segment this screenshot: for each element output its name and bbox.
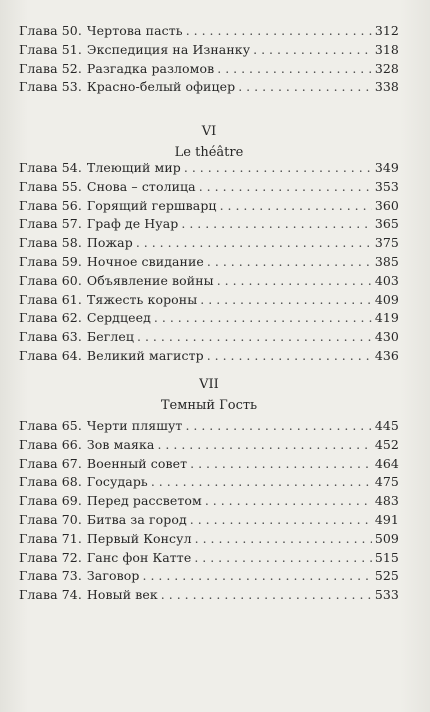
- page-number: 491: [374, 511, 399, 527]
- chapter-label: Глава 73.: [19, 568, 82, 584]
- chapter-label: Глава 64.: [19, 347, 82, 363]
- toc-entry: [19, 348, 399, 367]
- chapter-label: Глава 59.: [19, 253, 82, 269]
- page-number: 509: [374, 530, 399, 546]
- section-heading-vi: [19, 124, 399, 160]
- toc-entry: [19, 512, 399, 531]
- page-number: 338: [374, 79, 399, 95]
- dot-leader: [194, 550, 372, 565]
- dot-leader: [190, 456, 372, 471]
- chapter-title: Красно-белый офицер: [86, 79, 236, 95]
- chapter-label: Глава 74.: [19, 587, 82, 603]
- page-number: 353: [374, 178, 399, 194]
- chapter-label: Глава 56.: [19, 197, 82, 213]
- dot-leader: [207, 254, 372, 269]
- chapter-title: Новый век: [86, 587, 158, 603]
- chapter-label: Глава 55.: [19, 178, 82, 194]
- chapter-title: Великий магистр: [86, 347, 204, 363]
- dot-leader: [184, 160, 372, 175]
- chapter-title: Тлеющий мир: [86, 160, 181, 175]
- chapter-title: Ночное свидание: [86, 253, 204, 269]
- toc-entry: [19, 273, 399, 292]
- dot-leader: [151, 474, 372, 489]
- page-number: 452: [374, 436, 399, 452]
- chapter-label: Глава 52.: [19, 60, 82, 76]
- dot-leader: [217, 273, 372, 288]
- dot-leader: [136, 235, 372, 250]
- chapter-title: Экспедиция на Изнанку: [86, 41, 251, 57]
- page-number: 318: [374, 41, 399, 57]
- chapter-title: Сердцеед: [86, 310, 151, 326]
- toc-entry: [19, 550, 399, 569]
- toc-entry: [19, 568, 399, 587]
- chapter-label: Глава 72.: [19, 549, 82, 565]
- chapter-label: Глава 68.: [19, 474, 82, 490]
- toc-entry: [19, 329, 399, 348]
- chapter-label: Глава 60.: [19, 272, 82, 288]
- toc-entry: [19, 198, 399, 217]
- toc-group-1: [19, 23, 399, 98]
- page-number: 419: [374, 310, 399, 326]
- chapter-label: Глава 50.: [19, 23, 82, 38]
- chapter-label: Глава 61.: [19, 291, 82, 307]
- dot-leader: [137, 329, 372, 344]
- chapter-title: Черти пляшут: [86, 418, 183, 433]
- toc-entry: [19, 587, 399, 606]
- dot-leader: [238, 79, 372, 94]
- page-number: 328: [374, 60, 399, 76]
- toc-entry: [19, 456, 399, 475]
- dot-leader: [253, 42, 372, 57]
- toc-entry: [19, 292, 399, 311]
- chapter-label: Глава 58.: [19, 235, 82, 251]
- toc-entry: [19, 42, 399, 61]
- dot-leader: [217, 61, 372, 76]
- chapter-label: Глава 65.: [19, 418, 82, 433]
- section-roman-numeral: VI: [201, 124, 217, 139]
- toc-entry: [19, 235, 399, 254]
- dot-leader: [207, 348, 372, 363]
- dot-leader: [154, 310, 372, 325]
- toc-entry: [19, 23, 399, 42]
- chapter-title: Военный совет: [86, 455, 188, 471]
- page-number: 360: [374, 197, 399, 213]
- chapter-label: Глава 53.: [19, 79, 82, 95]
- chapter-label: Глава 54.: [19, 160, 82, 175]
- page-number: 515: [374, 549, 399, 565]
- page-number: 385: [374, 253, 399, 269]
- toc-entry: [19, 216, 399, 235]
- dot-leader: [161, 587, 372, 602]
- dot-leader: [157, 437, 371, 452]
- page-number: 436: [374, 347, 399, 363]
- dot-leader: [186, 23, 372, 38]
- toc-entry: [19, 179, 399, 198]
- chapter-title: Первый Консул: [86, 530, 192, 546]
- chapter-label: Глава 71.: [19, 530, 82, 546]
- page-number: 349: [374, 160, 399, 175]
- chapter-label: Глава 66.: [19, 436, 82, 452]
- chapter-title: Разгадка разломов: [86, 60, 215, 76]
- chapter-title: Беглец: [86, 329, 135, 345]
- toc-entry: [19, 310, 399, 329]
- section-title: Le théâtre: [174, 145, 244, 160]
- dot-leader: [181, 216, 371, 231]
- chapter-title: Граф де Нуар: [86, 216, 179, 232]
- page-number: 365: [374, 216, 399, 232]
- toc-group-vii: [19, 418, 399, 606]
- chapter-title: Ганс фон Катте: [86, 549, 192, 565]
- chapter-label: Глава 70.: [19, 511, 82, 527]
- chapter-title: Зов маяка: [86, 436, 155, 452]
- chapter-title: Перед рассветом: [86, 493, 202, 509]
- chapter-title: Государь: [86, 474, 148, 490]
- dot-leader: [143, 568, 372, 583]
- chapter-title: Горящий гершварц: [86, 197, 217, 213]
- page-number: 312: [374, 23, 399, 38]
- chapter-title: Снова – столица: [86, 178, 196, 194]
- section-roman-numeral: VII: [199, 377, 219, 392]
- page-number: 375: [374, 235, 399, 251]
- chapter-label: Глава 63.: [19, 329, 82, 345]
- page-number: 403: [374, 272, 399, 288]
- toc-entry: [19, 254, 399, 273]
- chapter-label: Глава 69.: [19, 493, 82, 509]
- chapter-label: Глава 67.: [19, 455, 82, 471]
- dot-leader: [190, 512, 372, 527]
- page-number: 430: [374, 329, 399, 345]
- page-number: 409: [374, 291, 399, 307]
- chapter-title: Тяжесть короны: [86, 291, 198, 307]
- dot-leader: [195, 531, 372, 546]
- chapter-title: Объявление войны: [86, 272, 214, 288]
- chapter-title: Битва за город: [86, 511, 187, 527]
- page-number: 445: [374, 418, 399, 433]
- page-number: 475: [374, 474, 399, 490]
- toc-entry: [19, 79, 399, 98]
- page-number: 483: [374, 493, 399, 509]
- toc-entry: [19, 61, 399, 80]
- toc-entry: [19, 531, 399, 550]
- section-heading-vii: [19, 377, 399, 413]
- dot-leader: [220, 198, 372, 213]
- chapter-label: Глава 57.: [19, 216, 82, 232]
- dot-leader: [200, 292, 372, 307]
- page-number: 533: [374, 587, 399, 603]
- dot-leader: [205, 493, 372, 508]
- toc-entry: [19, 493, 399, 512]
- toc-entry: [19, 474, 399, 493]
- chapter-title: Пожар: [86, 235, 133, 251]
- toc-entry: [19, 437, 399, 456]
- page-number: 464: [374, 455, 399, 471]
- toc-entry: [19, 418, 399, 437]
- chapter-label: Глава 51.: [19, 41, 82, 57]
- chapter-title: Заговор: [86, 568, 140, 584]
- dot-leader: [185, 418, 371, 433]
- chapter-title: Чертова пасть: [86, 23, 183, 38]
- page-number: 525: [374, 568, 399, 584]
- toc-entry: [19, 160, 399, 179]
- chapter-label: Глава 62.: [19, 310, 82, 326]
- section-title: Темный Гость: [160, 398, 258, 413]
- toc-group-vi: [19, 160, 399, 367]
- dot-leader: [199, 179, 372, 194]
